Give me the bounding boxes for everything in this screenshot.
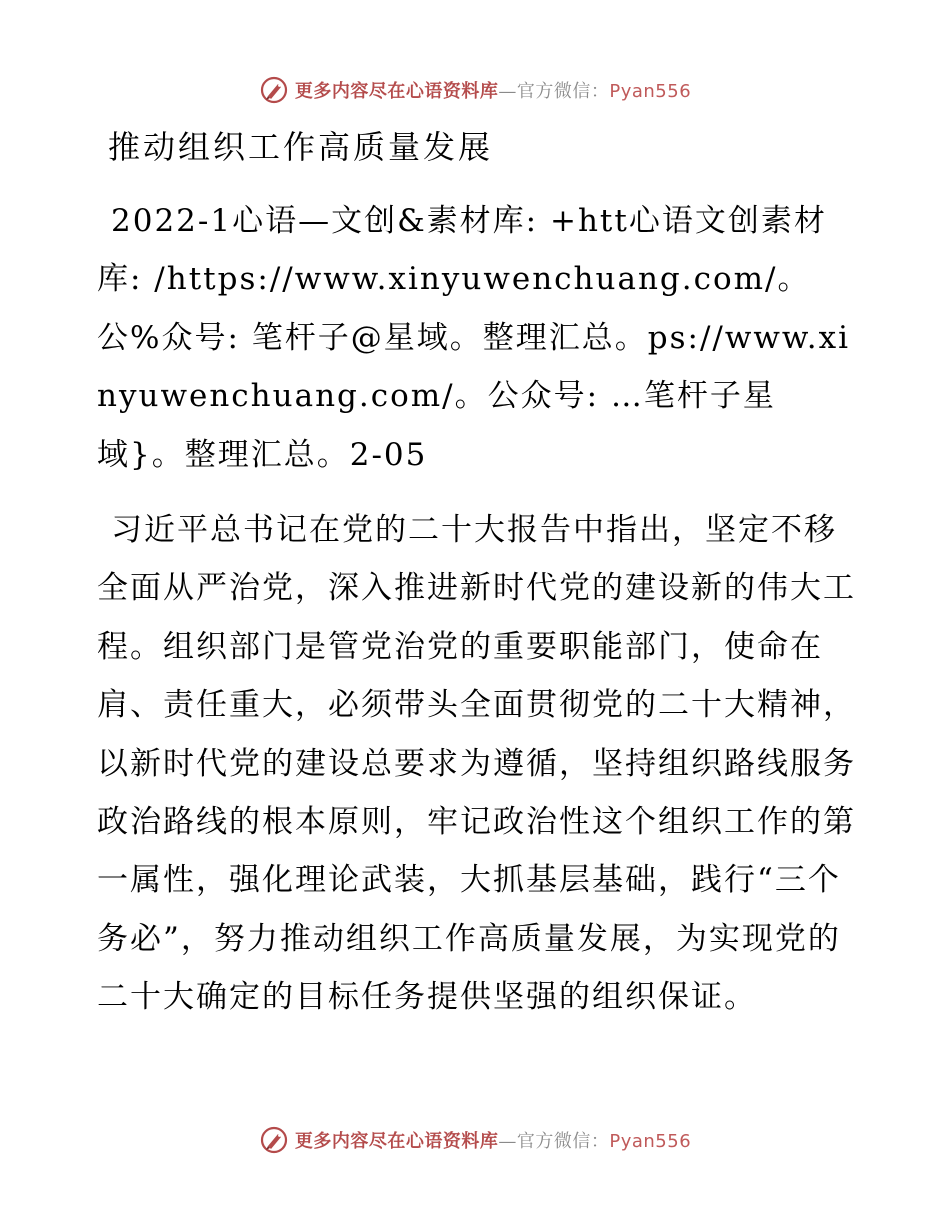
meta-paragraph: 2022-1心语—文创&素材库: +htt心语文创素材库: /https://www.xinyuwenchuang.com/。公%众号: 笔杆子@星域。整理汇总。ps://www.xinyuwenchuang.com/。公众号: …笔杆子星域}。整理汇总。2-05 — [97, 203, 851, 473]
header-watermark — [0, 73, 950, 107]
header-wechat-handle: Pyan556 — [609, 81, 692, 102]
footer-watermark — [0, 1123, 950, 1157]
footer-separator: — — [498, 1131, 517, 1152]
pen-nib-logo-icon — [259, 75, 289, 105]
pen-nib-logo-icon — [259, 1125, 289, 1155]
header-watermark-text — [295, 77, 691, 103]
header-site-name: 更多内容尽在心语资料库 — [294, 81, 499, 102]
header-wechat-label: 官方微信： — [516, 81, 610, 102]
footer-wechat-label: 官方微信： — [516, 1131, 610, 1152]
body-paragraph: 习近平总书记在党的二十大报告中指出，坚定不移全面从严治党，深入推进新时代党的建设新的伟大工程。组织部门是管党治党的重要职能部门，使命在肩、责任重大，必须带头全面贯彻党的二十大精神，以新时代党的建设总要求为遵循，坚持组织路线服务政治路线的根本原则，牢记政治性这个组织工作的第一属性，强化理论武装，大抓基层基础，践行“三个务必”，努力推动组织工作高质量发展，为实现党的二十大确定的目标任务提供坚强的组织保证。 — [97, 512, 856, 1016]
footer-site-name: 更多内容尽在心语资料库 — [294, 1131, 499, 1152]
footer-watermark-text — [295, 1127, 691, 1153]
footer-wechat-handle: Pyan556 — [609, 1131, 692, 1152]
document-title: 推动组织工作高质量发展 — [108, 128, 494, 166]
header-separator: — — [498, 81, 517, 102]
